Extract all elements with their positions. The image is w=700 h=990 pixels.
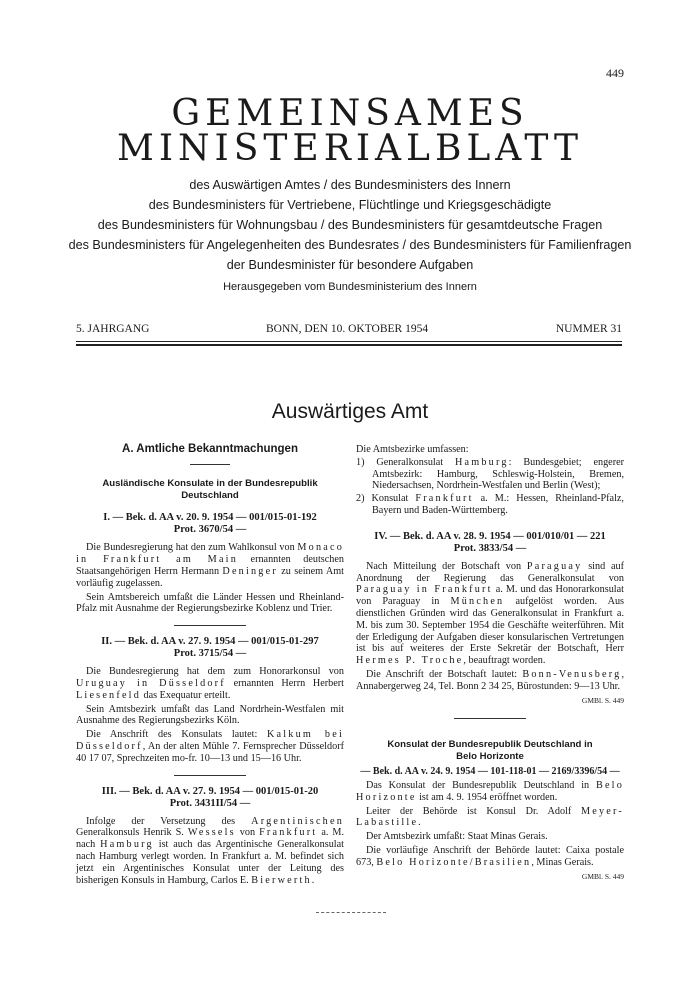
publisher-line: des Bundesministers für Angelegenheiten des Bundesrates / des Bundesministers für Familienfragen <box>68 238 632 252</box>
left-column <box>76 444 344 888</box>
publisher-line: des Bundesministers für Wohnungsbau / des Bundesministers für gesamtdeutsche Fragen <box>97 218 603 232</box>
notice-heading-ref: Prot. 3833/54 — <box>453 542 527 554</box>
notice-paragraph: Nach Mitteilung der Botschaft von Paraguay sind auf Anordnung der Regierung das Generalkonsulat von Paraguay in Frankfurt a. M. und das Honorarkonsulat von Paraguay in München aufgelöst worden. Aus dienstlichen Gründen wird das Generalkonsulat in Frankfurt a. M. bis zum 30. September 1954 die Geschäfte weiterführen. Mit der Erledigung der Aufgaben dieser konsularischen Vertretungen ist bis auf weiteres der Erste Sekretär der Botschaft, Herr Hermes P. Troche, beauftragt worden. <box>356 560 624 667</box>
notice-heading-ref: Prot. 3670/54 — <box>173 524 247 536</box>
notice-paragraph: Die Bundesregierung hat dem zum Honorarkonsul von Uruguay in Düsseldorf ernannten Herrn Herbert Liesenfeld das Exequatur erteilt. <box>76 666 344 701</box>
subheading: Konsulat der Bundesrepublik Deutschland in <box>387 739 593 751</box>
masthead-rule <box>76 344 622 346</box>
notice-paragraph: Die Anschrift des Konsulats lautet: Kalkum bei Düsseldorf, An der alten Mühle 7. Fernsprecher Düsseldorf 40 17 07, Sprechzeiten mo-fr. 10—13 und 15—16 Uhr. <box>76 729 344 764</box>
notice-heading: — Bek. d. AA v. 24. 9. 1954 — 101-118-01 — 2169/3396/54 — <box>360 765 620 777</box>
notice-iii <box>76 786 344 887</box>
notice-paragraph: Die vorläufige Anschrift der Behörde lautet: Caixa postale 673, Belo Horizonte/Brasilien, Minas Gerais. <box>356 844 624 868</box>
notice-paragraph: Sein Amtsbezirk umfaßt das Land Nordrhein-Westfalen mit Ausnahme des Regierungsbezirks Köln. <box>76 703 344 727</box>
notice-paragraph: Leiter der Behörde ist Konsul Dr. Adolf Meyer-Labastille. <box>356 805 624 829</box>
subheading: Ausländische Konsulate in der Bundesrepublik Deutschland <box>102 477 318 501</box>
notice-heading: IV. — Bek. d. AA v. 28. 9. 1954 — 001/010/01 — 221 <box>374 530 606 542</box>
amtsbezirk-item: 2) Konsulat Frankfurt a. M.: Hessen, Rheinland-Pfalz, Bayern und Baden-Württemberg. <box>356 493 624 516</box>
amtsbezirke-intro: Die Amtsbezirke umfassen: <box>356 444 469 455</box>
issue-date: BONN, DEN 10. OKTOBER 1954 <box>266 323 429 335</box>
notice-belo-horizonte <box>356 739 624 882</box>
notice-ii <box>76 636 344 764</box>
masthead-rule <box>76 341 622 342</box>
notice-paragraph: Die Bundesregierung hat den zum Wahlkonsul von Monaco in Frankfurt am Main ernannten deutschen Staatsangehörigen Herrn Hermann Deninger zu seinem Amt vorläufig zugelassen. <box>76 542 344 589</box>
publisher-line: der Bundesminister für besondere Aufgaben <box>226 258 474 272</box>
notice-paragraph: Infolge der Versetzung des Argentinischen Generalkonsuls Henrik S. Wessels von Frankfurt a. M. nach Hamburg ist auch das Argentinische Generalkonsulat nach Hamburg verlegt worden. In Frankfurt a. M. befindet sich jetzt ein Argentinisches Konsulat unter der Leitung des bisherigen Konsuls in Hamburg, Carlos E. Bierwerth. <box>76 815 344 886</box>
publisher-line: des Bundesministers für Vertriebene, Flüchtlinge und Kriegsgeschädigte <box>148 198 552 212</box>
jahrgang: 5. JAHRGANG <box>76 323 150 335</box>
gmbl-reference: GMBl. S. 449 <box>581 871 624 881</box>
amtsbezirk-item: 1) Generalkonsulat Hamburg: Bundesgebiet; engerer Amtsbezirk: Hamburg, Schleswig-Holstein, Bremen, Niedersachsen, Nordrhein-Westfalen und Berlin (West); <box>356 456 625 492</box>
footer-divider <box>316 912 386 913</box>
notice-heading: III. — Bek. d. AA v. 27. 9. 1954 — 001/015-01-20 <box>101 785 319 797</box>
notice-paragraph: Das Konsulat der Bundesrepublik Deutschland in Belo Horizonte ist am 4. 9. 1954 eröffnet worden. <box>356 779 624 803</box>
notice-iv <box>356 531 624 707</box>
section-title: Auswärtiges Amt <box>271 400 429 423</box>
herausgeber-line: Herausgegeben vom Bundesministerium des Innern <box>223 281 477 293</box>
issue-number: NUMMER 31 <box>555 323 622 335</box>
subheading: Belo Horizonte <box>456 751 524 763</box>
notice-heading: II. — Bek. d. AA v. 27. 9. 1954 — 001/015-01-297 <box>101 636 319 648</box>
masthead-title-line-1: GEMEINSAMES <box>171 93 529 134</box>
divider <box>174 625 246 626</box>
notice-paragraph: Der Amtsbezirk umfaßt: Staat Minas Gerais. <box>366 831 548 843</box>
divider <box>454 718 526 719</box>
notice-heading: I. — Bek. d. AA v. 20. 9. 1954 — 001/015-01-192 <box>103 512 317 524</box>
gmbl-reference: GMBl. S. 449 <box>581 695 624 705</box>
notice-paragraph: Sein Amtsbereich umfaßt die Länder Hessen und Rheinland-Pfalz mit Ausnahme der Regierungsbezirke Koblenz und Trier. <box>76 591 344 615</box>
notice-heading-ref: Prot. 3431II/54 — <box>169 797 251 809</box>
masthead-title-line-2: MINISTERIALBLATT <box>116 128 584 169</box>
notice-heading-ref: Prot. 3715/54 — <box>173 648 247 660</box>
divider <box>174 775 246 776</box>
page-number: 449 <box>606 66 624 80</box>
right-column <box>356 444 624 882</box>
divider <box>190 464 230 465</box>
notice-i <box>76 512 344 615</box>
section-heading-a: A. Amtliche Bekanntmachungen <box>122 443 298 455</box>
notice-paragraph: Die Anschrift der Botschaft lautet: Bonn-Venusberg, Annabergerweg 24, Tel. Bonn 2 34 25, Bürostunden: 9—13 Uhr. <box>356 668 624 692</box>
publisher-line: des Auswärtigen Amtes / des Bundesministers des Innern <box>189 178 511 192</box>
